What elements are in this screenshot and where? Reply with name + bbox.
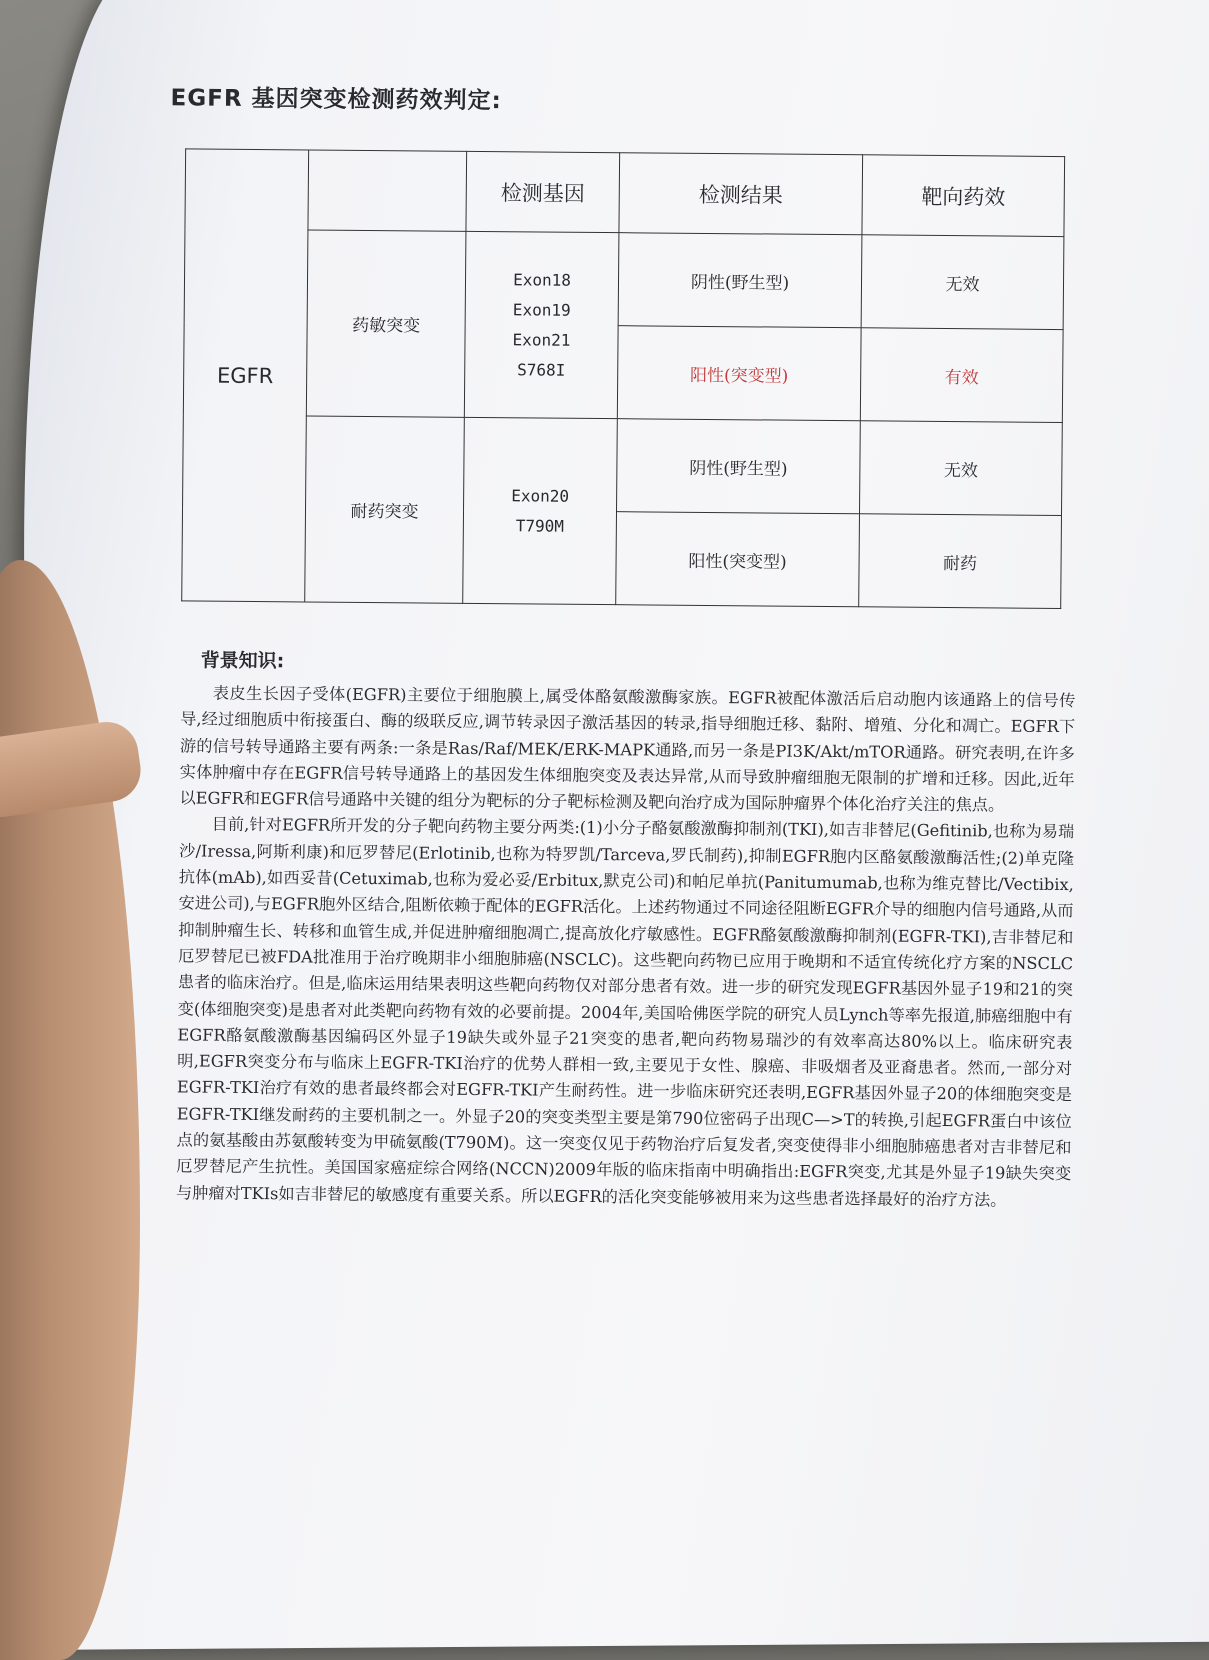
efficacy-cell: 耐药 bbox=[859, 514, 1062, 609]
gene-item: Exon19 bbox=[512, 299, 571, 320]
result-cell: 阴性(野生型) bbox=[617, 419, 861, 514]
row-label-cell: EGFR bbox=[182, 149, 309, 602]
result-cell: 阳性(突变型) bbox=[616, 512, 860, 607]
gene-item: Exon20 bbox=[511, 485, 570, 506]
document-title: EGFR 基因突变检测药效判定: bbox=[170, 85, 502, 115]
gene-item: Exon21 bbox=[512, 329, 571, 350]
group-name-cell: 药敏突变 bbox=[306, 230, 466, 417]
empty-header-cell bbox=[308, 150, 467, 231]
gene-list-cell bbox=[464, 231, 619, 418]
header-efficacy: 靶向药效 bbox=[862, 155, 1065, 237]
table-row bbox=[183, 415, 1063, 516]
table-header-row bbox=[185, 149, 1065, 237]
gene-item: T790M bbox=[515, 515, 565, 536]
document-content bbox=[141, 79, 1081, 1214]
table-row bbox=[184, 229, 1064, 330]
gene-item: Exon18 bbox=[513, 269, 572, 290]
header-result: 检测结果 bbox=[619, 153, 863, 235]
header-gene: 检测基因 bbox=[466, 151, 620, 232]
efficacy-cell: 无效 bbox=[859, 421, 1062, 516]
gene-item: S768I bbox=[517, 359, 566, 380]
background-paragraph: 目前,针对EGFR所开发的分子靶向药物主要分两类:(1)小分子酪氨酸激酶抑制剂(TKI),如吉非替尼(Gefitinib,也称为易瑞沙/Iressa,阿斯利康)和厄罗替尼(Erlotinib,也称为特罗凯/Tarceva,罗氏制药),抑制EGFR胞内区酪氨酸激酶活性;(2)单克隆抗体(mAb),如西妥昔(Cetuximab,也称为爱必妥/Erbitux,默克公司)和帕尼单抗(Panitumumab,也称为维克替比/Vectibix,安进公司),与EGFR胞外区结合,阻断依赖于配体的EGFR活化。上述药物通过不同途径阻断EGFR介导的细胞内信号通路,从而抑制肿瘤生长、转移和血管生成,并促进肿瘤细胞凋亡,提高放化疗敏感性。EGFR酪氨酸激酶抑制剂(EGFR-TKI),吉非替尼和厄罗替尼已被FDA批准用于治疗晚期非小细胞肺癌(NSCLC)。这些靶向药物已应用于晚期和不适宜传统化疗方案的NSCLC患者的临床治疗。但是,临床运用结果表明这些靶向药物仅对部分患者有效。进一步的研究发现EGFR基因外显子19和21的突变(体细胞突变)是患者对此类靶向药物有效的必要前提。2004年,美国哈佛医学院的研究人员Lynch等率先报道,肺癌细胞中有EGFR酪氨酸激酶基因编码区外显子19缺失或外显子21突变的患者,靶向药物易瑞沙的有效率高达80%以上。临床研究表明,EGFR突变分布与临床上EGFR-TKI治疗的优势人群相一致,主要见于女性、腺癌、非吸烟者及亚裔患者。然而,一部分对EGFR-TKI治疗有效的患者最终都会对EGFR-TKI产生耐药性。进一步临床研究还表明,EGFR基因外显子20的体细胞突变是EGFR-TKI继发耐药的主要机制之一。外显子20的突变类型主要是第790位密码子出现C—>T的转换,引起EGFR蛋白中该位点的氨基酸由苏氨酸转变为甲硫氨酸(T790M)。这一突变仅见于药物治疗后复发者,突变使得非小细胞肺癌患者对吉非替尼和厄罗替尼产生抗性。美国国家癌症综合网络(NCCN)2009年版的临床指南中明确指出:EGFR突变,尤其是外显子19缺失突变与肿瘤对TKIs如吉非替尼的敏感度有重要关系。所以EGFR的活化突变能够被用来为这些患者选择最好的治疗方法。 bbox=[175, 815, 1075, 1210]
result-cell-highlight: 阳性(突变型) bbox=[617, 326, 861, 421]
egfr-table bbox=[181, 148, 1065, 609]
result-cell: 阴性(野生型) bbox=[618, 233, 862, 328]
paper-sheet bbox=[20, 0, 1209, 1650]
efficacy-cell: 无效 bbox=[861, 235, 1064, 330]
efficacy-cell-highlight: 有效 bbox=[860, 328, 1063, 423]
group-name-cell: 耐药突变 bbox=[305, 416, 465, 603]
background-heading: 背景知识: bbox=[200, 649, 285, 673]
background-paragraph: 表皮生长因子受体(EGFR)主要位于细胞膜上,属受体酪氨酸激酶家族。EGFR被配体激活后启动胞内该通路上的信号传导,经过细胞质中衔接蛋白、酶的级联反应,调节转录因子激活基因的转录,指导细胞迁移、黏附、增殖、分化和凋亡。EGFR下游的信号转导通路主要有两条:一条是Ras/Raf/MEK/ERK-MAPK通路,而另一条是PI3K/Akt/mTOR通路。研究表明,在许多实体肿瘤中存在EGFR信号转导通路上的基因发生体细胞突变及表达异常,从而导致肿瘤细胞无限制的扩增和迁移。因此,近年以EGFR和EGFR信号通路中关键的组分为靶标的分子靶标检测及靶向治疗成为国际肿瘤界个体化治疗关注的焦点。 bbox=[179, 683, 1076, 815]
gene-list-cell bbox=[463, 417, 618, 604]
